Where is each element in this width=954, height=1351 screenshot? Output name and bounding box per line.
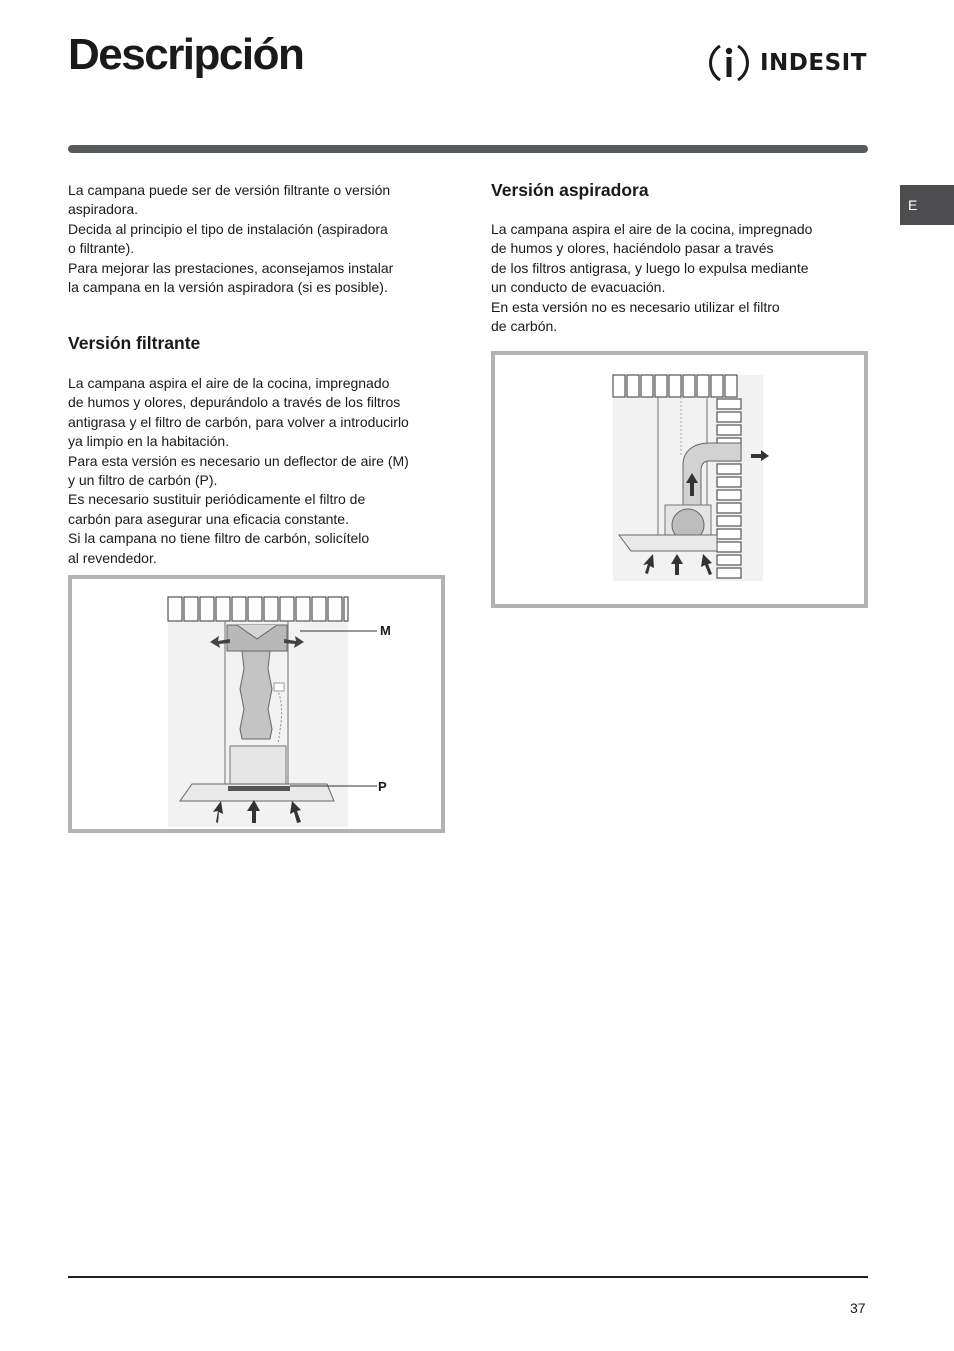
filtrante-line: Es necesario sustituir periódicamente el filtro de — [68, 491, 366, 508]
aspiradora-line: La campana aspira el aire de la cocina, impregnado — [491, 221, 813, 237]
language-tab-label: E — [908, 197, 918, 213]
label-p: P — [378, 779, 387, 794]
section-heading-aspiradora: Versión aspiradora — [491, 180, 649, 200]
filtrante-line: Para esta versión es necesario un deflector de aire (M) — [68, 452, 409, 469]
intro-line: la campana en la versión aspiradora (si es posible). — [68, 279, 388, 296]
filtrante-line: de humos y olores, depurándolo a través de los filtros — [68, 394, 401, 411]
intro-line: aspiradora. — [68, 201, 139, 218]
page-number: 37 — [850, 1300, 866, 1316]
filtrante-line: Si la campana no tiene filtro de carbón, solicítelo — [68, 530, 370, 547]
header-rule — [68, 145, 868, 153]
brand-wordmark: INDESIT — [760, 50, 867, 76]
section-heading-filtrante: Versión filtrante — [68, 333, 201, 353]
filtrante-line: ya limpio en la habitación. — [68, 433, 230, 450]
brand-logo — [708, 40, 870, 86]
intro-line: Para mejorar las prestaciones, aconsejamos instalar — [68, 259, 394, 276]
filtrante-line: y un filtro de carbón (P). — [68, 472, 218, 489]
aspiradora-figure — [491, 351, 868, 608]
aspiradora-line: un conducto de evacuación. — [491, 279, 666, 296]
filtrante-text — [68, 374, 453, 568]
aspiradora-line: En esta versión no es necesario utilizar el filtro — [491, 298, 780, 315]
aspiradora-hood-diagram — [495, 355, 864, 604]
page-title: Descripción — [68, 30, 304, 79]
intro-text — [68, 181, 448, 297]
filtrante-line: La campana aspira el aire de la cocina, impregnado — [68, 375, 390, 391]
intro-line: o filtrante). — [68, 240, 135, 257]
aspiradora-text — [491, 220, 871, 336]
aspiradora-line: de humos y olores, haciéndolo pasar a través — [491, 240, 774, 257]
indesit-i-mark-icon — [708, 40, 758, 86]
aspiradora-line: de carbón. — [491, 318, 558, 335]
aspiradora-line: de los filtros antigrasa, y luego lo expulsa mediante — [491, 259, 809, 276]
label-m: M — [380, 623, 391, 638]
intro-line: Decida al principio el tipo de instalación (aspiradora — [68, 220, 388, 237]
language-tab — [900, 185, 954, 225]
intro-line: La campana puede ser de versión filtrante o versión — [68, 182, 391, 198]
filtrante-line: antigrasa y el filtro de carbón, para volver a introducirlo — [68, 413, 409, 430]
filtrante-line: carbón para asegurar una eficacia constante. — [68, 510, 349, 527]
footer-rule — [68, 1276, 868, 1278]
filtrante-line: al revendedor. — [68, 549, 157, 566]
filtrante-figure — [68, 575, 445, 833]
